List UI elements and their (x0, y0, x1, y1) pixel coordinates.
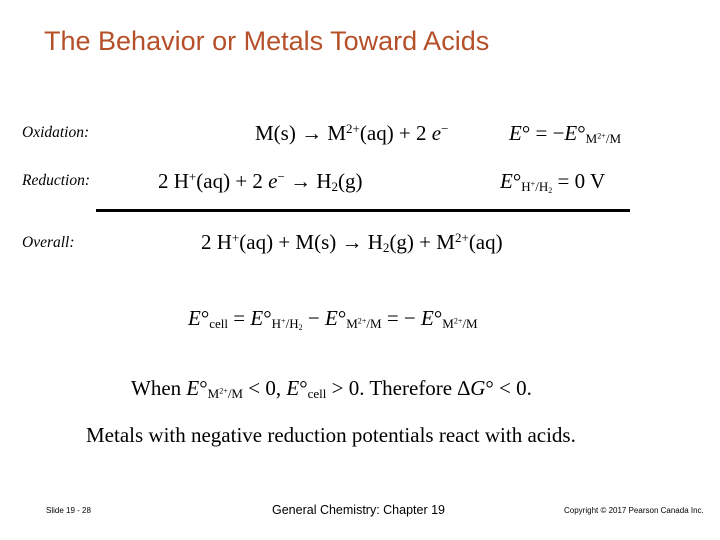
course-footer: General Chemistry: Chapter 19 (272, 503, 445, 517)
sign-condition-statement: When $E^\circ_{M^{2+}/M} < 0$, $E^\circ_{cell} > 0$. Therefore ∆G° < 0. (131, 376, 532, 401)
overall-label: Overall: (22, 234, 75, 251)
sum-divider (96, 209, 630, 212)
oxidation-potential: $E^\circ = -E^\circ_{M^{2+}/M}$ (509, 121, 622, 146)
oxidation-reaction: $M(s) \to M^{2+}(aq) + 2$ e− (255, 120, 449, 145)
cell-potential-equation: $E^\circ_{cell} = E^\circ_{H^+/H_2} - E^\circ_{M^{2+}/M}$ = − $E^\circ_{M^{2+}/M}$ (188, 306, 478, 332)
copyright-footer: Copyright © 2017 Pearson Canada Inc. (564, 506, 704, 515)
oxidation-label: Oxidation: (22, 124, 90, 141)
overall-reaction: 2 $H^+(aq) + M(s) \to H_2(g) + M^{2+}(aq)$ (201, 229, 503, 255)
slide-title: The Behavior or Metals Toward Acids (44, 26, 490, 56)
reduction-potential: $E^\circ_{H^+/H_2} = 0$ V (500, 169, 606, 195)
slide-number: Slide 19 - 28 (46, 506, 91, 515)
reduction-reaction: 2 H+(aq) + 2 $e^- \to H_2(g)$ (158, 168, 363, 194)
conclusion-statement: Metals with negative reduction potentials react with acids. (86, 423, 576, 447)
reduction-label: Reduction: (22, 172, 91, 189)
